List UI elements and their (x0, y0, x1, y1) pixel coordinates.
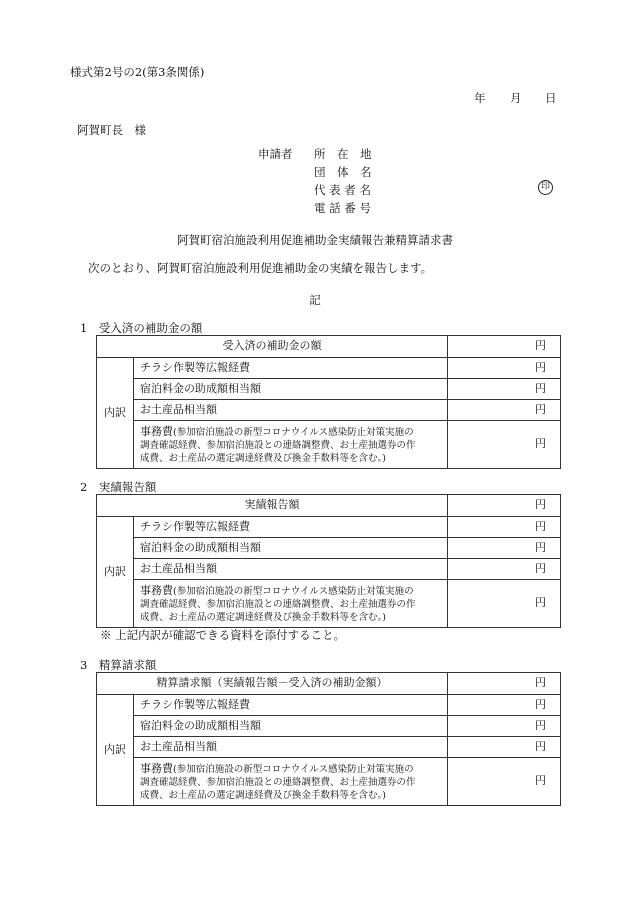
document-intro: 次のとおり、阿賀町宿泊施設利用促進補助金の実績を報告します。 (88, 261, 433, 275)
field-address: 所 在 地 (314, 147, 372, 161)
document-title: 阿賀町宿泊施設利用促進補助金実績報告兼精算請求書 (177, 233, 453, 247)
table-row (97, 421, 561, 469)
item-lodging: 宿泊料金の助成額相当額 (134, 379, 448, 400)
table-row (97, 559, 561, 580)
field-representative: 代 表 者 名 (314, 183, 371, 197)
table-row (97, 336, 561, 358)
item-souvenir: お土産品相当額 (134, 559, 448, 580)
table-row (97, 737, 561, 758)
breakdown-label: 内訳 (97, 358, 134, 469)
amount-cell: 円 (448, 559, 561, 580)
attachment-note: ※ 上記内訳が確認できる資料を添付すること。 (100, 628, 346, 642)
item-office: 事務費(参加宿泊施設の新型コロナウイルス感染防止対策実施の 調査確認経費、参加宿泊施設との連絡調整費、お土産抽選券の作 成費、お土産品の選定調達経費及び換金手数料等を含む。) (134, 421, 448, 469)
table-header: 実績報告額 (97, 495, 448, 517)
breakdown-label: 内訳 (97, 695, 134, 806)
applicant-label: 申請者 (258, 147, 293, 161)
seal-mark: 印 (538, 180, 553, 195)
table-header: 受入済の補助金の額 (97, 336, 448, 358)
section-1-table (96, 335, 561, 469)
table-row (97, 358, 561, 379)
form-number: 様式第2号の2(第3条関係) (70, 65, 205, 79)
field-organization: 団 体 名 (314, 165, 372, 179)
amount-cell: 円 (448, 358, 561, 379)
date-year: 年 (474, 91, 486, 105)
breakdown-label: 内訳 (97, 517, 134, 628)
table-row (97, 379, 561, 400)
amount-cell: 円 (448, 695, 561, 716)
amount-cell: 円 (448, 517, 561, 538)
table-row (97, 538, 561, 559)
table-row (97, 695, 561, 716)
item-office: 事務費(参加宿泊施設の新型コロナウイルス感染防止対策実施の 調査確認経費、参加宿泊施設との連絡調整費、お土産抽選券の作 成費、お土産品の選定調達経費及び換金手数料等を含む。) (134, 580, 448, 628)
amount-cell: 円 (448, 400, 561, 421)
item-flyer: チラシ作製等広報経費 (134, 517, 448, 538)
item-flyer: チラシ作製等広報経費 (134, 695, 448, 716)
item-souvenir: お土産品相当額 (134, 737, 448, 758)
amount-cell: 円 (448, 580, 561, 628)
table-row (97, 716, 561, 737)
field-phone: 電 話 番 号 (314, 201, 371, 215)
table-row (97, 758, 561, 806)
table-row (97, 673, 561, 695)
date-day: 日 (545, 91, 557, 105)
ki-label: 記 (309, 293, 321, 307)
amount-cell: 円 (448, 673, 561, 695)
section-1-heading: 1 受入済の補助金の額 (80, 321, 203, 335)
section-2-table (96, 494, 561, 628)
table-row (97, 400, 561, 421)
table-row (97, 580, 561, 628)
table-row (97, 495, 561, 517)
amount-cell: 円 (448, 716, 561, 737)
amount-cell: 円 (448, 336, 561, 358)
addressee: 阿賀町長 様 (77, 123, 146, 137)
section-2-heading: 2 実績報告額 (80, 480, 157, 494)
section-3-table (96, 672, 561, 806)
item-lodging: 宿泊料金の助成額相当額 (134, 716, 448, 737)
amount-cell: 円 (448, 421, 561, 469)
table-header: 精算請求額（実績報告額－受入済の補助金額） (97, 673, 448, 695)
amount-cell: 円 (448, 737, 561, 758)
amount-cell: 円 (448, 758, 561, 806)
item-souvenir: お土産品相当額 (134, 400, 448, 421)
table-row (97, 517, 561, 538)
amount-cell: 円 (448, 495, 561, 517)
section-3-heading: 3 精算請求額 (80, 658, 157, 672)
amount-cell: 円 (448, 538, 561, 559)
amount-cell: 円 (448, 379, 561, 400)
item-lodging: 宿泊料金の助成額相当額 (134, 538, 448, 559)
item-office: 事務費(参加宿泊施設の新型コロナウイルス感染防止対策実施の 調査確認経費、参加宿泊施設との連絡調整費、お土産抽選券の作 成費、お土産品の選定調達経費及び換金手数料等を含む。) (134, 758, 448, 806)
date-month: 月 (510, 91, 522, 105)
item-flyer: チラシ作製等広報経費 (134, 358, 448, 379)
